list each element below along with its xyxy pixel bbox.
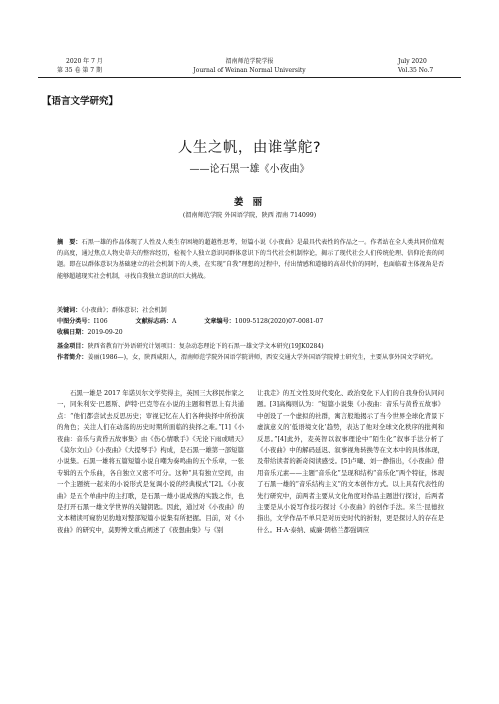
- received-date: [57, 327, 447, 338]
- fund-info: [57, 341, 447, 352]
- header-vol-en: Vol.35 No.7: [398, 67, 434, 74]
- doc-code-label: 文献标志码：: [135, 318, 173, 325]
- article-subtitle: ——论石黑一雄《小夜曲》: [189, 164, 310, 175]
- clc-label: 中图分类号：: [57, 318, 94, 325]
- abstract-label: 摘 要：: [57, 239, 82, 246]
- keywords: [57, 305, 447, 316]
- author-affiliation: (渭南师范学院 外国语学院，陕西 渭南 714099): [182, 212, 317, 219]
- article-title: 人生之帆，由谁掌舵?: [177, 140, 322, 156]
- article-no-label: 文章编号：: [204, 318, 235, 325]
- body-column-right: [257, 388, 444, 536]
- clc-value: I106: [93, 318, 108, 325]
- header-journal-en: Journal of Weinan Normal University: [193, 67, 306, 74]
- abstract-text: 石黑一雄的作品体现了人性及人类生存困境的超越性思考，短篇小说《小夜曲》是最具代表性的作品之一。作者站在全人类共同价值观的高度，通过焦点人物史蒂夫的整容经历，检视个人独立意识同群体意识下的当代社会机制悖论，揭示了现代社会人们传统伦理、信仰沦丧的问题。即在以群体意识为基础建立的社会机制下的人类，在实现“自我”理想的过程中，付出情感和道德的高昂代价的同时，也面临着主体视角是否能够超越现实社会机制，寻找自我独立意识的巨大挑战。: [57, 239, 445, 280]
- bio-label: 作者简介：: [57, 354, 88, 361]
- doc-code-value: A: [172, 318, 177, 325]
- classification-line: [57, 316, 447, 327]
- author-bio: [57, 352, 447, 363]
- received-value: 2019-09-20: [87, 329, 123, 336]
- section-tag: 【语言文学研究】: [42, 96, 119, 107]
- fund-label: 基金项目：: [57, 343, 88, 350]
- author-name: 姜 丽: [233, 197, 266, 208]
- keywords-text: 《小夜曲》；群体意识；社会机制: [81, 307, 167, 314]
- body-paragraph: 让我走》的互文性及时代变化、政治变化下人们的自我身份认同问题。[3]高梅则认为：“短篇小说集《小夜曲：音乐与黄昏五故事》中创设了一个虚拟的社群，寓言般地揭示了当今世界全球化背景下虚演意义的‘低语境文化’趋势，表达了他对全球文化秩序的批判和反思。”[4]此外，麦英智以叙事理论中“陌生化”叙事手法分析了《小夜曲》中的解码延迟、叙事视角转换等在文本中的具体体现，及带给读者的新奇阅读感受。[5]卢曦、刘一静指出，《小夜曲》借用音乐元素——主题“音乐化”呈现和结构“音乐化”两个特征，体现了石黑一雄的“音乐结构主义”的文本创作方式。以上具有代表性的先行研究中，前两者主要从文化角度对作品主题进行探讨，后两者主要是从小说写作技巧探讨《小夜曲》的创作手法。米兰·昆德拉指出，文学作品不单只是对历史时代的折射，更是探讨人的存在是什么。H·A·泰纳、威廉·朗格兰都强调应: [257, 389, 444, 534]
- bio-text: 姜丽(1986—)，女，陕西咸阳人，渭南师范学院外国语学院讲师，西安交通大学外国语学院博士研究生，主要从事外国文学研究。: [87, 354, 437, 361]
- abstract: [57, 237, 444, 282]
- fund-text: 陕西省教育厅外语研究计划项目：复杂动态理论下的石黑一雄文学文本研究(19JK0284): [87, 343, 324, 350]
- keywords-label: 关键词：: [57, 307, 82, 314]
- body-column-left: [57, 388, 244, 536]
- header-volume-issue: 第 35 卷 第 7 期: [57, 67, 102, 74]
- body-paragraph: 石黑一雄是 2017 年诺贝尔文学奖得主，英国三大移民作家之一，同朱利安·巴恩斯、萨特·巴克等在小说的主题和哲思上有共通点：“他们都尝试去反思历史；审视记忆在人们各种抉择中所扮演的角色；关注人们在动荡的历史时期所面临的抉择之难。”[1]《小夜曲：音乐与黄昏五故事集》由《伤心情歌手》《无论下雨或晴天》《莫尔文山》《小夜曲》《大提琴手》构成，是石黑一雄第一部短篇小说集。石黑一雄将五篇短篇小说自嘲为奏鸣曲的五个乐章，一张专辑的五个乐曲，各自独立又密不可分。这种“具有独立空间，由一个主题统一起来的小说形式是复调小说的经典模式”[2]。《小夜曲》是五个单曲中的主打歌，是石黑一雄小说成熟的实践之作，也是打开石黑一雄文学世界的关键钥匙。因此，通过对《小夜曲》的文本精读可窥豹见豹地对整部短篇小说集有所把握。目前，对《小夜曲》的研究中，莫野博文重点阐述了《夜想曲集》与《别: [57, 389, 244, 534]
- article-no-value: 1009-5128(2020)07-0081-07: [234, 318, 324, 325]
- header-date-en: July 2020: [398, 58, 427, 65]
- header-journal-cn: 渭南师范学院学报: [225, 58, 274, 65]
- header-date: 2020 年 7 月: [66, 58, 103, 65]
- received-label: 收稿日期：: [57, 329, 88, 336]
- header-rule: [38, 77, 461, 78]
